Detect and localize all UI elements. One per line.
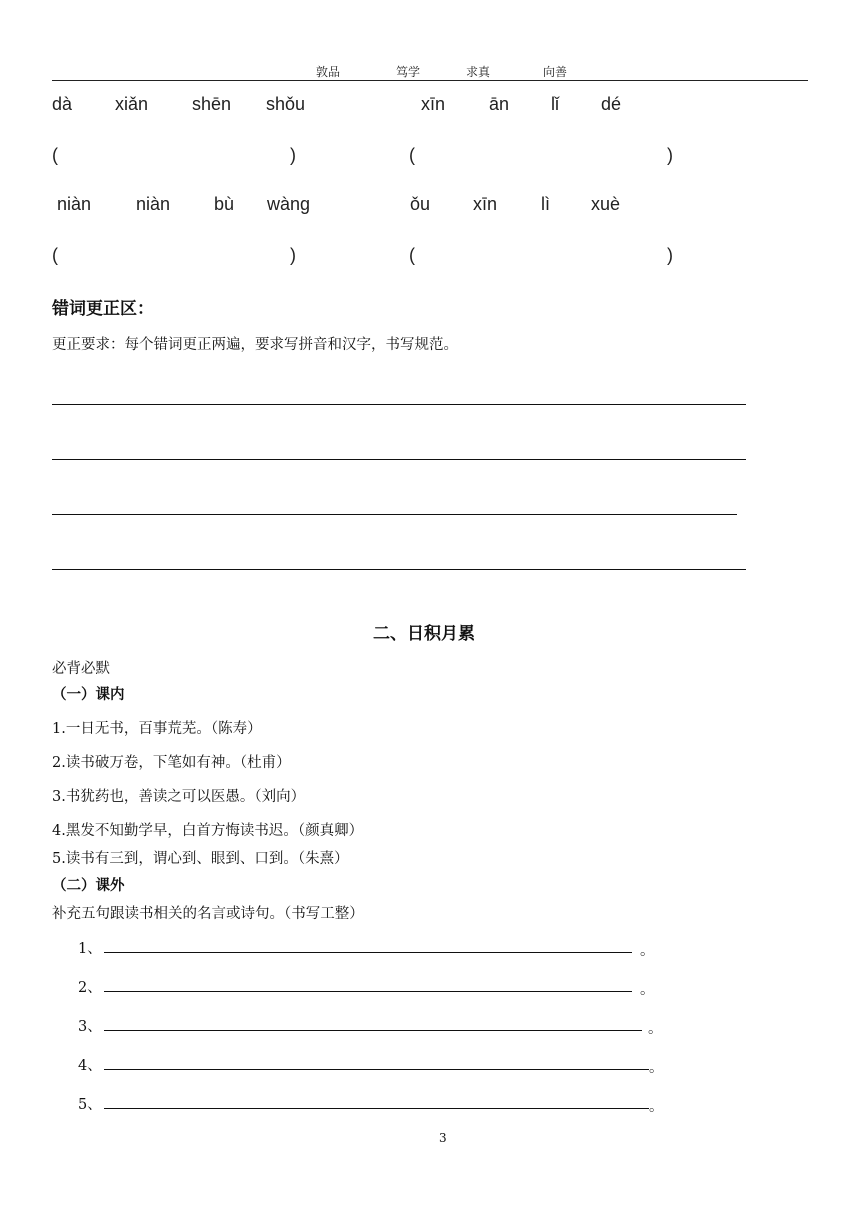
header-word-2: 笃学 [396, 65, 421, 79]
blank-line[interactable] [104, 1030, 642, 1031]
blank-number: 3、 [78, 1019, 102, 1035]
blank-number: 1、 [78, 941, 102, 957]
blank-period: 。 [640, 943, 655, 959]
pinyin-syllable: ān [489, 94, 510, 114]
paren-open: ( [409, 145, 415, 165]
blank-period: 。 [649, 1060, 664, 1076]
blank-number: 4、 [78, 1058, 102, 1074]
pinyin-syllable: ǒu [410, 194, 431, 214]
blank-period: 。 [649, 1099, 664, 1115]
blank-line[interactable] [104, 952, 632, 953]
blank-line[interactable] [104, 991, 632, 992]
pinyin-syllable: xīn [421, 94, 446, 114]
correction-requirement: 更正要求：每个错词更正两遍，要求写拼音和汉字，书写规范。 [52, 337, 458, 353]
pinyin-syllable: niàn [136, 194, 171, 214]
blank-number: 5、 [78, 1097, 102, 1113]
header-word-1: 敦品 [316, 65, 341, 79]
paren-open: ( [52, 145, 58, 165]
writing-line-1 [52, 404, 746, 405]
section-subtitle: 必背必默 [52, 661, 110, 677]
part2-title: （二）课外 [52, 878, 125, 894]
writing-line-3 [52, 514, 737, 515]
quote-item: 5.读书有三到，谓心到、眼到、口到。（朱熹） [52, 851, 349, 867]
pinyin-syllable: shǒu [266, 94, 306, 114]
paren-open: ( [52, 245, 58, 265]
page-number: 3 [439, 1131, 447, 1145]
paren-close: ) [290, 245, 296, 265]
paren-close: ) [290, 145, 296, 165]
part2-instruction: 补充五句跟读书相关的名言或诗句。（书写工整） [52, 906, 364, 922]
pinyin-syllable: wàng [267, 194, 311, 214]
pinyin-syllable: xiǎn [115, 94, 149, 114]
paren-open: ( [409, 245, 415, 265]
blank-number: 2、 [78, 980, 102, 996]
part1-title: （一）课内 [52, 687, 125, 703]
quote-item: 1.一日无书，百事荒芜。（陈寿） [52, 721, 262, 737]
pinyin-syllable: shēn [192, 94, 232, 114]
pinyin-syllable: dé [601, 94, 622, 114]
paren-close: ) [667, 245, 673, 265]
blank-line[interactable] [104, 1069, 649, 1070]
pinyin-syllable: xuè [591, 194, 621, 214]
quote-item: 2.读书破万卷，下笔如有神。（杜甫） [52, 755, 291, 771]
quote-item: 4.黑发不知勤学早，白首方悔读书迟。（颜真卿） [52, 823, 364, 839]
blank-period: 。 [640, 982, 655, 998]
pinyin-syllable: xīn [473, 194, 498, 214]
header-word-3: 求真 [466, 65, 491, 79]
header-word-4: 向善 [543, 65, 568, 79]
pinyin-syllable: niàn [57, 194, 92, 214]
correction-title: 错词更正区： [52, 299, 154, 319]
writing-line-2 [52, 459, 746, 460]
pinyin-syllable: lì [541, 194, 550, 214]
pinyin-syllable: bù [214, 194, 235, 214]
pinyin-syllable: dà [52, 94, 73, 114]
paren-close: ) [667, 145, 673, 165]
blank-line[interactable] [104, 1108, 649, 1109]
section-title: 二、日积月累 [373, 624, 475, 644]
blank-period: 。 [648, 1021, 663, 1037]
pinyin-syllable: lǐ [551, 94, 559, 114]
header-rule [52, 80, 808, 81]
quote-item: 3.书犹药也，善读之可以医愚。（刘向） [52, 789, 306, 805]
writing-line-4 [52, 569, 746, 570]
